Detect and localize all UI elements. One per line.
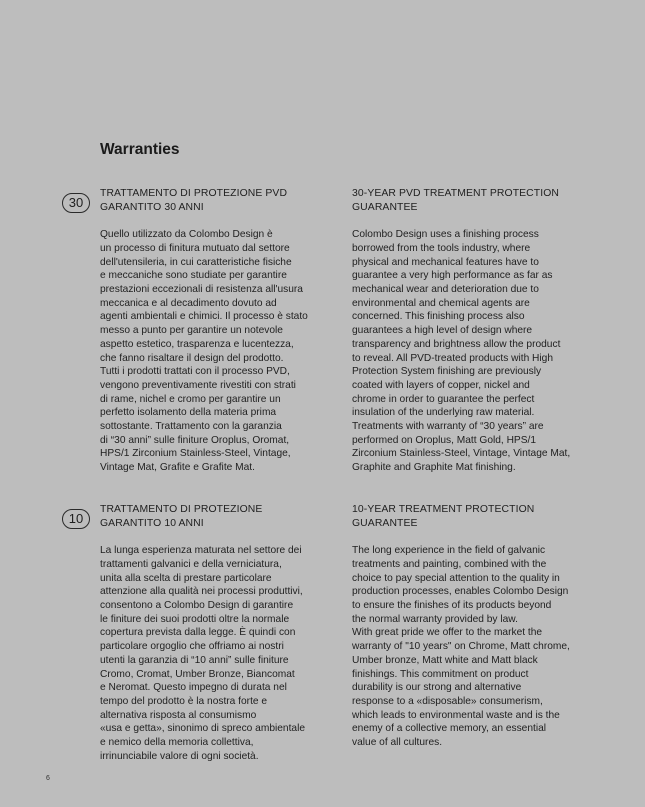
section-30-italian-heading: TRATTAMENTO DI PROTEZIONE PVD GARANTITO 30 ANNI bbox=[100, 188, 288, 213]
section-30-english bbox=[352, 187, 584, 475]
section-30-english-heading: 30-YEAR PVD TREATMENT PROTECTION GUARANTEE bbox=[352, 188, 560, 213]
page-number: 6 bbox=[46, 775, 50, 782]
section-30-english-body: Colombo Design uses a finishing process borrowed from the tools industry, where physical and mechanical features have to guarantee a very high performance as far as mechanical wear and deterioration due to environmental and chemical agents are concerned. This finishing process also guarantees a high level of design where transparency and brightness allow the product to reveal. All PVD-treated products with High Protection System finishing are previously coated with layers of copper, nickel and chrome in order to guarantee the perfect insulation of the underlying raw material. Treatments with warranty of “30 years” are performed on Oroplus, Matt Gold, HPS/1 Zirconium Stainless-Steel, Vintage, Vintage Mat, Graphite and Graphite Mat finishing. bbox=[352, 229, 571, 474]
section-10-italian bbox=[100, 503, 330, 763]
section-10-english-heading: 10-YEAR TREATMENT PROTECTION GUARANTEE bbox=[352, 504, 535, 529]
warranty-30-badge: 30 bbox=[62, 193, 90, 213]
section-30-italian bbox=[100, 187, 330, 475]
section-30-italian-body: Quello utilizzato da Colombo Design è un processo di finitura mutuato dal settore dell'utensileria, in cui caratteristiche fisiche e meccaniche sono studiate per garantire prestazioni eccezionali di resistenza all'usura meccanica e al decadimento dovuto ad agenti ambientali e chimici. Il processo è stato messo a punto per garantire un notevole aspetto estetico, trasparenza e lucentezza, che fanno risaltare il design del prodotto. Tutti i prodotti trattati con il processo PVD, vengono preventivamente rivestiti con strati di rame, nichel e cromo per garantire un perfetto isolamento della materia prima sottostante. Trattamento con la garanzia di “30 anni” sulle finiture Oroplus, Oromat, HPS/1 Zirconium Stainless-Steel, Vintage, Vintage Mat, Grafite e Grafite Mat. bbox=[100, 229, 308, 474]
section-10-italian-body: La lunga esperienza maturata nel settore dei trattamenti galvanici e della verniciatura, unita alla scelta di prestare particolare attenzione alla qualità nei processi produttivi, consentono a Colombo Design di garantire le finiture dei suoi prodotti oltre la normale copertura prevista dalla legge. È quindi con particolare orgoglio che offriamo ai nostri utenti la garanzia di “10 anni” sulle finiture Cromo, Cromat, Umber Bronze, Biancomat e Neromat. Questo impegno di durata nel tempo del prodotto è la nostra forte e alternativa risposta al consumismo «usa e getta», sinonimo di spreco ambientale e nemico della memoria collettiva, irrinunciabile valore di ogni società. bbox=[100, 545, 306, 762]
section-10-italian-heading: TRATTAMENTO DI PROTEZIONE GARANTITO 10 ANNI bbox=[100, 504, 263, 529]
page-title: Warranties bbox=[100, 141, 180, 158]
section-10-english-body: The long experience in the field of galvanic treatments and painting, combined with the choice to pay special attention to the quality in production processes, enables Colombo Design to ensure the finishes of its products beyond the normal warranty provided by law. With great pride we offer to the market the warranty of "10 years" on Chrome, Matt chrome, Umber bronze, Matt white and Matt black finishings. This commitment on product durability is our strong and alternative response to a «disposable» consumerism, which leads to environmental waste and is the enemy of a collective memory, an essential value of all cultures. bbox=[352, 545, 570, 749]
warranty-10-badge: 10 bbox=[62, 509, 90, 529]
section-10-english bbox=[352, 503, 584, 750]
